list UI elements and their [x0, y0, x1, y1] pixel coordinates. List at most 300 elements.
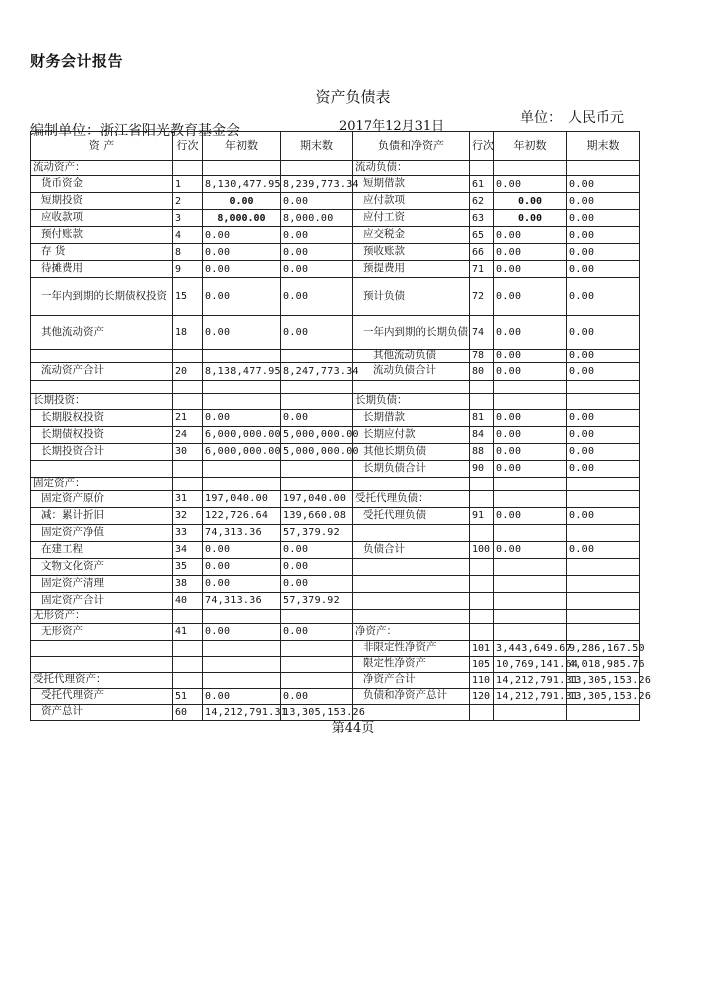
liability-name-cell: 其他长期负债 [353, 443, 470, 460]
liability-begin-value-cell: 0.00 [494, 316, 567, 350]
asset-name-cell: 固定资产清理 [31, 575, 173, 592]
liability-begin-value-cell: 0.00 [494, 350, 567, 363]
asset-begin-value-cell: 0.00 [203, 409, 281, 426]
liability-line-no-cell: 66 [470, 244, 494, 261]
liability-line-no-cell: 105 [470, 656, 494, 672]
liability-end-value-cell: 9,286,167.50 [567, 640, 640, 656]
liability-begin-value-cell [494, 575, 567, 592]
asset-end-value-cell: 57,379.92 [281, 524, 353, 541]
asset-end-value-cell: 8,247,773.34 [281, 362, 353, 380]
asset-name-cell: 预付账款 [31, 227, 173, 244]
liability-line-no-cell: 84 [470, 426, 494, 443]
asset-name-cell: 受托代理资产 [31, 688, 173, 704]
table-row [31, 672, 640, 688]
asset-line-no-cell: 32 [173, 507, 203, 524]
asset-line-no-cell: 4 [173, 227, 203, 244]
table-row [31, 393, 640, 409]
asset-end-value-cell [281, 640, 353, 656]
liability-end-value-cell: 0.00 [567, 278, 640, 316]
asset-begin-value-cell: 74,313.36 [203, 524, 281, 541]
liability-name-cell: 非限定性净资产 [353, 640, 470, 656]
liability-name-cell [353, 558, 470, 575]
asset-name-cell: 固定资产合计 [31, 592, 173, 609]
liability-begin-value-cell [494, 558, 567, 575]
liability-line-no-cell: 78 [470, 350, 494, 363]
liability-end-value-cell [567, 524, 640, 541]
asset-end-value-cell: 0.00 [281, 623, 353, 640]
liability-line-no-cell: 101 [470, 640, 494, 656]
liability-end-value-cell: 0.00 [567, 261, 640, 278]
asset-end-value-cell: 5,000,000.00 [281, 443, 353, 460]
table-row [31, 640, 640, 656]
balance-sheet-table [30, 131, 652, 721]
asset-line-no-cell [173, 161, 203, 176]
liability-begin-value-cell: 0.00 [494, 278, 567, 316]
liability-line-no-cell: 81 [470, 409, 494, 426]
liability-begin-value-cell: 0.00 [494, 244, 567, 261]
liability-begin-value-cell: 0.00 [494, 426, 567, 443]
liability-line-no-cell [470, 524, 494, 541]
asset-name-cell: 资产总计 [31, 704, 173, 720]
liability-line-no-cell [470, 623, 494, 640]
table-row [31, 623, 640, 640]
asset-end-value-cell: 197,040.00 [281, 490, 353, 507]
asset-name-cell: 短期投资 [31, 193, 173, 210]
liability-name-cell: 限定性净资产 [353, 656, 470, 672]
asset-end-value-cell [281, 380, 353, 393]
asset-line-no-cell: 38 [173, 575, 203, 592]
liability-name-cell: 净资产： [353, 623, 470, 640]
liability-name-cell [353, 609, 470, 623]
liability-begin-value-cell: 0.00 [494, 362, 567, 380]
asset-begin-value-cell [203, 393, 281, 409]
liability-line-no-cell: 80 [470, 362, 494, 380]
liability-begin-value-cell: 10,769,141.64 [494, 656, 567, 672]
table-row [31, 688, 640, 704]
asset-begin-value-cell: 6,000,000.00 [203, 443, 281, 460]
liability-name-cell: 应交税金 [353, 227, 470, 244]
liability-name-cell: 应付工资 [353, 210, 470, 227]
asset-name-cell: 无形资产： [31, 609, 173, 623]
asset-end-value-cell: 0.00 [281, 227, 353, 244]
report-header-title: 财务会计报告 [30, 52, 124, 70]
asset-line-no-cell: 51 [173, 688, 203, 704]
asset-end-value-cell [281, 672, 353, 688]
asset-end-value-cell: 0.00 [281, 688, 353, 704]
liability-end-value-cell [567, 558, 640, 575]
liability-name-cell [353, 524, 470, 541]
asset-end-value-cell: 0.00 [281, 261, 353, 278]
report-meta-line [30, 107, 630, 139]
liability-end-value-cell: 13,305,153.26 [567, 672, 640, 688]
asset-name-cell [31, 350, 173, 363]
liability-line-no-cell: 100 [470, 541, 494, 558]
liability-begin-value-cell: 0.00 [494, 460, 567, 477]
liability-line-no-cell [470, 393, 494, 409]
unit-label: 单位： [520, 110, 562, 126]
asset-name-cell: 固定资产： [31, 477, 173, 490]
asset-end-value-cell: 0.00 [281, 193, 353, 210]
liability-line-no-cell: 65 [470, 227, 494, 244]
asset-begin-value-cell: 8,000.00 [203, 210, 281, 227]
liability-begin-value-cell [494, 393, 567, 409]
asset-begin-value-cell: 8,130,477.95 [203, 176, 281, 193]
liability-name-cell: 长期负债： [353, 393, 470, 409]
liability-line-no-cell: 63 [470, 210, 494, 227]
liability-line-no-cell: 74 [470, 316, 494, 350]
asset-begin-value-cell: 197,040.00 [203, 490, 281, 507]
asset-end-value-cell [281, 609, 353, 623]
liability-line-no-cell: 62 [470, 193, 494, 210]
table-row [31, 227, 640, 244]
liability-end-value-cell: 0.00 [567, 176, 640, 193]
liability-name-cell: 流动负债： [353, 161, 470, 176]
asset-begin-value-cell [203, 161, 281, 176]
liability-line-no-cell [470, 575, 494, 592]
asset-name-cell: 待摊费用 [31, 261, 173, 278]
unit-value: 人民币元 [568, 110, 624, 126]
asset-line-no-cell [173, 672, 203, 688]
liability-end-value-cell: 0.00 [567, 541, 640, 558]
asset-end-value-cell: 13,305,153.26 [281, 704, 353, 720]
table-row [31, 278, 640, 316]
table-row [31, 244, 640, 261]
liability-line-no-cell [470, 161, 494, 176]
liability-end-value-cell [567, 477, 640, 490]
liability-end-value-cell: 0.00 [567, 362, 640, 380]
report-date: 2017年12月31日 [339, 119, 445, 134]
liability-end-value-cell: 0.00 [567, 244, 640, 261]
liability-line-no-cell: 71 [470, 261, 494, 278]
liability-name-cell: 长期借款 [353, 409, 470, 426]
asset-end-value-cell: 139,660.08 [281, 507, 353, 524]
table-row [31, 558, 640, 575]
asset-name-cell: 流动资产： [31, 161, 173, 176]
asset-begin-value-cell: 6,000,000.00 [203, 426, 281, 443]
asset-line-no-cell [173, 380, 203, 393]
asset-line-no-cell: 15 [173, 278, 203, 316]
liability-begin-value-cell: 0.00 [494, 227, 567, 244]
asset-end-value-cell [281, 656, 353, 672]
asset-begin-value-cell: 0.00 [203, 278, 281, 316]
asset-begin-value-cell: 0.00 [203, 261, 281, 278]
asset-end-value-cell: 0.00 [281, 575, 353, 592]
table-row [31, 193, 640, 210]
asset-begin-value-cell [203, 460, 281, 477]
liability-end-value-cell [567, 490, 640, 507]
liability-begin-value-cell: 0.00 [494, 443, 567, 460]
liability-line-no-cell: 61 [470, 176, 494, 193]
asset-line-no-cell: 34 [173, 541, 203, 558]
liability-line-no-cell [470, 490, 494, 507]
asset-end-value-cell: 8,239,773.34 [281, 176, 353, 193]
asset-end-value-cell [281, 460, 353, 477]
asset-name-cell: 其他流动资产 [31, 316, 173, 350]
asset-name-cell: 长期投资合计 [31, 443, 173, 460]
asset-end-value-cell [281, 477, 353, 490]
table-row [31, 490, 640, 507]
asset-line-no-cell: 60 [173, 704, 203, 720]
table-row [31, 477, 640, 490]
liability-end-value-cell [567, 623, 640, 640]
asset-line-no-cell: 41 [173, 623, 203, 640]
col-header-liabilities: 负债和净资产 [353, 132, 470, 161]
asset-line-no-cell: 3 [173, 210, 203, 227]
asset-begin-value-cell: 0.00 [203, 193, 281, 210]
table-row [31, 592, 640, 609]
liability-name-cell: 负债和净资产总计 [353, 688, 470, 704]
asset-begin-value-cell: 0.00 [203, 227, 281, 244]
asset-begin-value-cell: 14,212,791.31 [203, 704, 281, 720]
col-header-begin-2: 年初数 [494, 132, 567, 161]
asset-name-cell [31, 640, 173, 656]
asset-begin-value-cell: 0.00 [203, 244, 281, 261]
asset-name-cell: 货币资金 [31, 176, 173, 193]
asset-end-value-cell: 0.00 [281, 244, 353, 261]
currency-unit [520, 107, 624, 127]
asset-name-cell: 长期债权投资 [31, 426, 173, 443]
asset-line-no-cell: 35 [173, 558, 203, 575]
asset-begin-value-cell [203, 380, 281, 393]
liability-name-cell: 其他流动负债 [353, 350, 470, 363]
table-row [31, 575, 640, 592]
asset-name-cell [31, 656, 173, 672]
liability-line-no-cell: 72 [470, 278, 494, 316]
compiler-label: 编制单位：浙江省阳光教育基金会 [30, 123, 240, 139]
asset-name-cell: 长期股权投资 [31, 409, 173, 426]
liability-end-value-cell: 13,305,153.26 [567, 688, 640, 704]
asset-name-cell: 文物文化资产 [31, 558, 173, 575]
liability-end-value-cell: 0.00 [567, 210, 640, 227]
asset-begin-value-cell: 0.00 [203, 688, 281, 704]
liability-name-cell [353, 575, 470, 592]
asset-begin-value-cell: 74,313.36 [203, 592, 281, 609]
table-row [31, 261, 640, 278]
liability-name-cell: 预计负债 [353, 278, 470, 316]
liability-line-no-cell: 110 [470, 672, 494, 688]
asset-line-no-cell: 33 [173, 524, 203, 541]
liability-line-no-cell [470, 592, 494, 609]
liability-name-cell: 净资产合计 [353, 672, 470, 688]
liability-end-value-cell [567, 380, 640, 393]
asset-end-value-cell [281, 350, 353, 363]
asset-line-no-cell [173, 460, 203, 477]
asset-end-value-cell: 57,379.92 [281, 592, 353, 609]
asset-name-cell: 应收款项 [31, 210, 173, 227]
asset-name-cell: 一年内到期的长期债权投资 [31, 278, 173, 316]
liability-end-value-cell [567, 161, 640, 176]
liability-name-cell: 短期借款 [353, 176, 470, 193]
liability-end-value-cell: 4,018,985.76 [567, 656, 640, 672]
asset-begin-value-cell [203, 477, 281, 490]
liability-line-no-cell: 88 [470, 443, 494, 460]
table-row [31, 316, 640, 350]
liability-end-value-cell: 0.00 [567, 227, 640, 244]
liability-name-cell: 预提费用 [353, 261, 470, 278]
liability-end-value-cell: 0.00 [567, 460, 640, 477]
table-row [31, 609, 640, 623]
liability-begin-value-cell: 0.00 [494, 261, 567, 278]
liability-name-cell: 受托代理负债： [353, 490, 470, 507]
table-header-row [31, 132, 640, 161]
asset-end-value-cell: 0.00 [281, 558, 353, 575]
liability-end-value-cell [567, 575, 640, 592]
liability-end-value-cell: 0.00 [567, 426, 640, 443]
table-row [31, 507, 640, 524]
liability-begin-value-cell: 14,212,791.31 [494, 688, 567, 704]
asset-end-value-cell: 0.00 [281, 278, 353, 316]
liability-name-cell [353, 380, 470, 393]
table-row [31, 210, 640, 227]
liability-line-no-cell [470, 609, 494, 623]
liability-begin-value-cell: 3,443,649.67 [494, 640, 567, 656]
liability-begin-value-cell [494, 490, 567, 507]
liability-name-cell: 长期应付款 [353, 426, 470, 443]
liability-end-value-cell: 0.00 [567, 443, 640, 460]
asset-begin-value-cell: 0.00 [203, 623, 281, 640]
liability-end-value-cell [567, 393, 640, 409]
liability-end-value-cell [567, 592, 640, 609]
asset-name-cell: 在建工程 [31, 541, 173, 558]
liability-end-value-cell: 0.00 [567, 409, 640, 426]
col-header-begin: 年初数 [203, 132, 281, 161]
liability-line-no-cell: 91 [470, 507, 494, 524]
asset-line-no-cell: 40 [173, 592, 203, 609]
table-row [31, 362, 640, 380]
table-row [31, 176, 640, 193]
asset-line-no-cell: 30 [173, 443, 203, 460]
liability-end-value-cell: 0.00 [567, 507, 640, 524]
liability-begin-value-cell [494, 380, 567, 393]
asset-name-cell: 固定资产净值 [31, 524, 173, 541]
table-row [31, 380, 640, 393]
liability-line-no-cell [470, 558, 494, 575]
liability-begin-value-cell: 0.00 [494, 193, 567, 210]
asset-line-no-cell: 31 [173, 490, 203, 507]
asset-name-cell: 受托代理资产： [31, 672, 173, 688]
asset-line-no-cell [173, 640, 203, 656]
asset-line-no-cell [173, 656, 203, 672]
asset-name-cell: 长期投资： [31, 393, 173, 409]
liability-begin-value-cell: 0.00 [494, 541, 567, 558]
liability-name-cell: 应付款项 [353, 193, 470, 210]
table-row [31, 350, 640, 363]
asset-line-no-cell [173, 393, 203, 409]
liability-end-value-cell: 0.00 [567, 193, 640, 210]
asset-begin-value-cell: 0.00 [203, 575, 281, 592]
asset-line-no-cell [173, 350, 203, 363]
asset-line-no-cell [173, 477, 203, 490]
liability-line-no-cell [470, 477, 494, 490]
asset-end-value-cell [281, 393, 353, 409]
liability-name-cell: 负债合计 [353, 541, 470, 558]
asset-line-no-cell: 18 [173, 316, 203, 350]
asset-name-cell: 固定资产原价 [31, 490, 173, 507]
table-row [31, 541, 640, 558]
col-header-end-2: 期末数 [567, 132, 640, 161]
asset-end-value-cell: 0.00 [281, 316, 353, 350]
asset-name-cell: 流动资产合计 [31, 362, 173, 380]
asset-begin-value-cell: 0.00 [203, 558, 281, 575]
asset-name-cell: 存 货 [31, 244, 173, 261]
liability-begin-value-cell: 0.00 [494, 409, 567, 426]
asset-begin-value-cell: 0.00 [203, 316, 281, 350]
table-row [31, 443, 640, 460]
asset-name-cell: 减：累计折旧 [31, 507, 173, 524]
col-header-line-no: 行次 [173, 132, 203, 161]
liability-name-cell: 一年内到期的长期负债 [353, 316, 470, 350]
asset-name-cell: 无形资产 [31, 623, 173, 640]
table-row [31, 460, 640, 477]
liability-name-cell [353, 592, 470, 609]
document-title: 资产负债表 [315, 88, 391, 106]
liability-end-value-cell: 0.00 [567, 350, 640, 363]
asset-end-value-cell: 0.00 [281, 541, 353, 558]
asset-begin-value-cell [203, 672, 281, 688]
page-number: 第44页 [331, 721, 375, 736]
liability-begin-value-cell [494, 623, 567, 640]
col-header-asset: 资 产 [31, 132, 173, 161]
asset-line-no-cell: 9 [173, 261, 203, 278]
asset-begin-value-cell: 122,726.64 [203, 507, 281, 524]
table-row [31, 524, 640, 541]
col-header-line-no-2: 行次 [470, 132, 494, 161]
liability-name-cell: 长期负债合计 [353, 460, 470, 477]
table-row [31, 161, 640, 176]
asset-line-no-cell: 24 [173, 426, 203, 443]
liability-begin-value-cell: 0.00 [494, 176, 567, 193]
liability-line-no-cell: 120 [470, 688, 494, 704]
asset-end-value-cell [281, 161, 353, 176]
asset-begin-value-cell: 8,138,477.95 [203, 362, 281, 380]
asset-name-cell [31, 460, 173, 477]
asset-name-cell [31, 380, 173, 393]
liability-begin-value-cell [494, 609, 567, 623]
asset-end-value-cell: 5,000,000.00 [281, 426, 353, 443]
asset-line-no-cell: 21 [173, 409, 203, 426]
liability-line-no-cell: 90 [470, 460, 494, 477]
liability-begin-value-cell [494, 161, 567, 176]
asset-line-no-cell: 2 [173, 193, 203, 210]
liability-begin-value-cell [494, 477, 567, 490]
liability-name-cell: 流动负债合计 [353, 362, 470, 380]
liability-begin-value-cell [494, 592, 567, 609]
asset-begin-value-cell [203, 609, 281, 623]
asset-begin-value-cell [203, 656, 281, 672]
asset-begin-value-cell: 0.00 [203, 541, 281, 558]
balance-sheet-body [31, 161, 652, 721]
asset-end-value-cell: 8,000.00 [281, 210, 353, 227]
col-header-end: 期末数 [281, 132, 353, 161]
liability-end-value-cell: 0.00 [567, 316, 640, 350]
asset-line-no-cell: 1 [173, 176, 203, 193]
liability-begin-value-cell: 14,212,791.31 [494, 672, 567, 688]
liability-begin-value-cell: 0.00 [494, 507, 567, 524]
liability-name-cell: 受托代理负债 [353, 507, 470, 524]
liability-name-cell [353, 477, 470, 490]
asset-line-no-cell [173, 609, 203, 623]
liability-line-no-cell [470, 380, 494, 393]
table-row [31, 409, 640, 426]
asset-end-value-cell: 0.00 [281, 409, 353, 426]
asset-begin-value-cell [203, 640, 281, 656]
liability-name-cell: 预收账款 [353, 244, 470, 261]
table-row [31, 426, 640, 443]
liability-begin-value-cell [494, 524, 567, 541]
asset-line-no-cell: 20 [173, 362, 203, 380]
liability-begin-value-cell: 0.00 [494, 210, 567, 227]
liability-end-value-cell [567, 609, 640, 623]
